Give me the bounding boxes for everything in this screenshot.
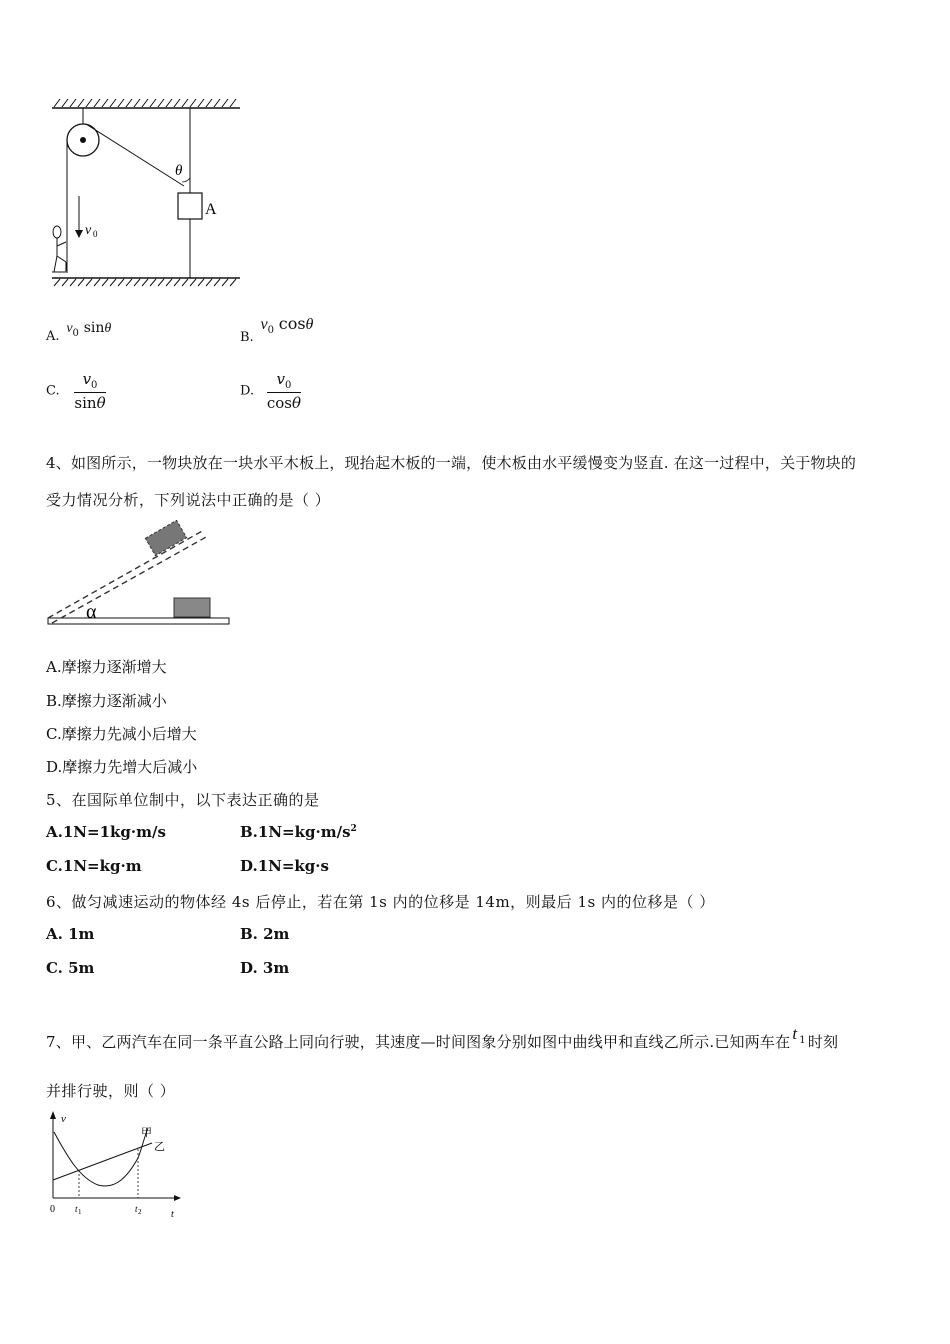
q5-stem: 5、在国际单位制中，以下表达正确的是 <box>46 791 320 809</box>
q5-option-c[interactable]: C.1N=kg·m <box>46 857 142 875</box>
q5-option-a[interactable]: A.1N=1kg·m/s <box>46 823 166 841</box>
q4-stem-line1: 4、如图所示，一物块放在一块水平木板上，现抬起木板的一端，使木板由水平缓慢变为竖直. 在这一过程中，关于物块的 <box>46 454 857 472</box>
q4-option-c[interactable]: C.摩擦力先减小后增大 <box>46 725 197 743</box>
q6-option-a[interactable]: A. 1m <box>46 925 95 943</box>
q5-option-d[interactable]: D.1N=kg·s <box>240 857 329 875</box>
q6-option-d[interactable]: D. 3m <box>240 959 290 977</box>
q4-stem-line2: 受力情况分析，下列说法中正确的是（ ） <box>46 491 331 509</box>
person-icon <box>52 226 68 272</box>
svg-text:0: 0 <box>50 1204 55 1215</box>
svg-text:t: t <box>75 1204 78 1214</box>
svg-text:2: 2 <box>138 1208 142 1216</box>
block-a-label: A <box>205 201 217 218</box>
theta-label: θ <box>175 163 183 179</box>
q7-stem-line1: 7、甲、乙两汽车在同一条平直公路上同向行驶，其速度—时间图象分别如图中曲线甲和直线乙所示.已知两车在 t $_1$ 时刻 <box>46 1024 839 1051</box>
svg-text:甲: 甲 <box>141 1127 152 1139</box>
svg-text:v: v <box>61 1113 66 1125</box>
q5-option-b[interactable]: $B.1N=kg\cdot m/s^2$ <box>240 823 357 841</box>
q3-option-d[interactable]: D. $\frac{v_0}{\cos\theta}$ <box>240 370 302 412</box>
q6-option-c[interactable]: C. 5m <box>46 959 95 977</box>
svg-text:1: 1 <box>78 1208 82 1216</box>
q4-option-d[interactable]: D.摩擦力先增大后减小 <box>46 758 198 776</box>
q3-option-b[interactable]: B. $v_0$ cosθ <box>240 314 314 345</box>
q6-stem: 6、做匀减速运动的物体经 4s 后停止，若在第 1s 内的位移是 14m，则最后 1s 内的位移是（ ） <box>46 893 715 911</box>
vt-graph <box>40 1108 190 1226</box>
svg-text:t: t <box>135 1204 138 1214</box>
q6-option-b[interactable]: B. 2m <box>240 925 290 943</box>
svg-text:0: 0 <box>93 229 98 239</box>
velocity-label: v <box>85 223 92 238</box>
svg-text:t: t <box>171 1209 174 1220</box>
incline-figure <box>44 520 236 630</box>
svg-text:乙: 乙 <box>154 1141 165 1153</box>
alpha-label: α <box>86 601 97 623</box>
q3-option-a[interactable]: A. $v_0$ sinθ <box>46 320 112 344</box>
pulley-figure <box>44 96 244 296</box>
q4-option-b[interactable]: B.摩擦力逐渐减小 <box>46 692 167 710</box>
q7-stem-line2: 并排行驶，则（ ） <box>46 1082 176 1100</box>
q3-option-c[interactable]: C. $\frac{v_0}{\sin\theta}$ <box>46 370 106 412</box>
q4-option-a[interactable]: A.摩擦力逐渐增大 <box>46 658 167 676</box>
